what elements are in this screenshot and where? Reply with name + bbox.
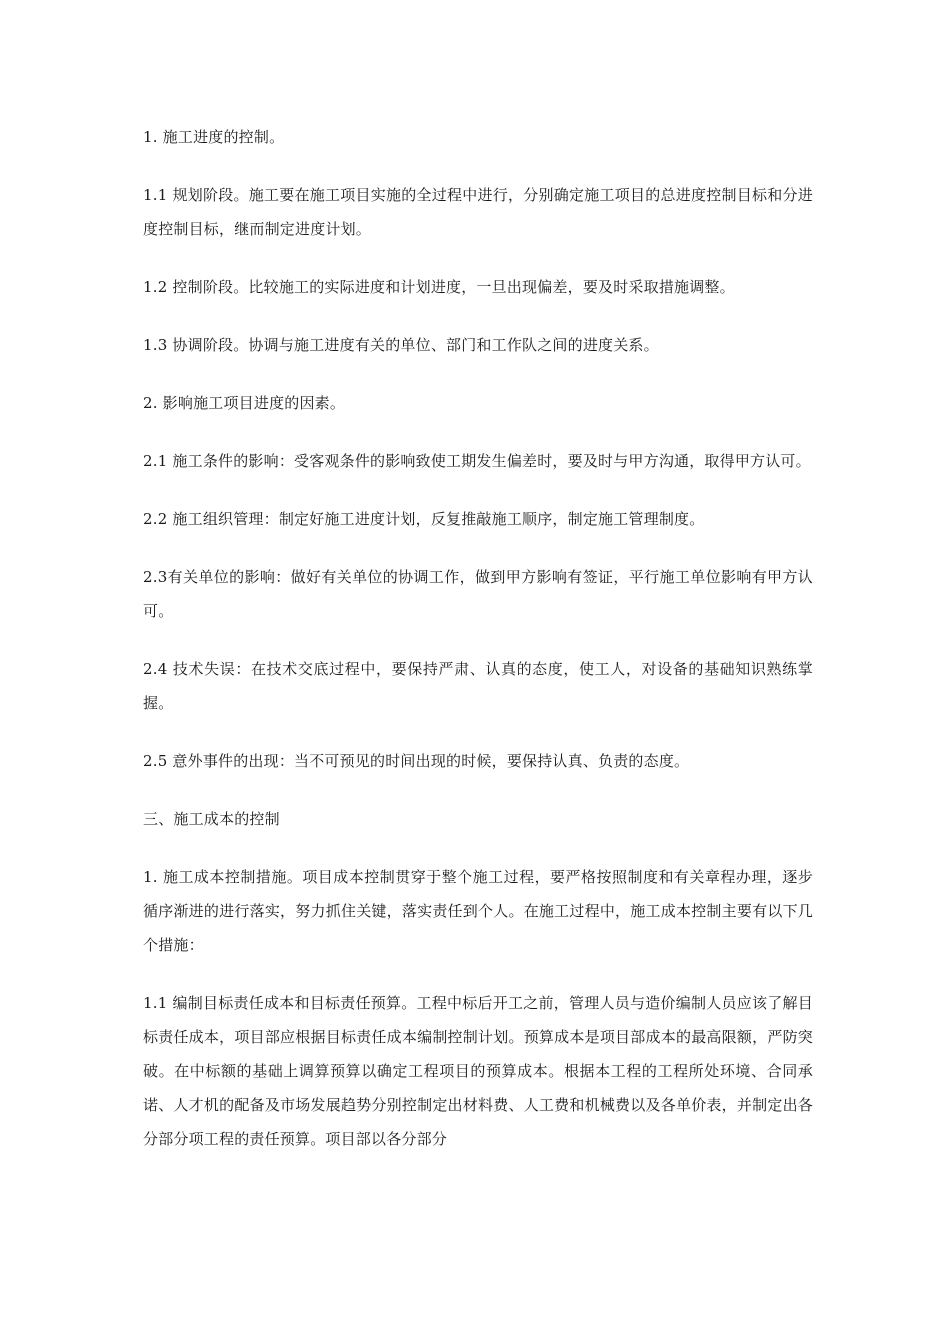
paragraph-construction-conditions: 2.1 施工条件的影响：受客观条件的影响致使工期发生偏差时，要及时与甲方沟通，取得甲方认可。 bbox=[143, 452, 811, 470]
paragraph-related-units: 2.3有关单位的影响：做好有关单位的协调工作，做到甲方影响有签证，平行施工单位影响有甲方认可。 bbox=[143, 568, 813, 620]
heading-cost-control: 三、施工成本的控制 bbox=[143, 810, 280, 828]
paragraph-organization-management: 2.2 施工组织管理：制定好施工进度计划，反复推敲施工顺序，制定施工管理制度。 bbox=[143, 510, 705, 528]
heading-schedule-factors: 2. 影响施工项目进度的因素。 bbox=[143, 394, 346, 412]
heading-schedule-control: 1. 施工进度的控制。 bbox=[143, 128, 285, 146]
paragraph-technical-errors: 2.4 技术失误：在技术交底过程中，要保持严肃、认真的态度，使工人，对设备的基础知识熟练掌握。 bbox=[143, 660, 813, 712]
paragraph-cost-control-measures: 1. 施工成本控制措施。项目成本控制贯穿于整个施工过程，要严格按照制度和有关章程办理，逐步循序渐进的进行落实，努力抓住关键，落实责任到个人。在施工过程中，施工成本控制主要有以下几个措施： bbox=[143, 868, 813, 954]
paragraph-control-stage: 1.2 控制阶段。比较施工的实际进度和计划进度，一旦出现偏差，要及时采取措施调整。 bbox=[143, 278, 735, 296]
paragraph-coordination-stage: 1.3 协调阶段。协调与施工进度有关的单位、部门和工作队之间的进度关系。 bbox=[143, 336, 659, 354]
document-body bbox=[143, 120, 813, 1180]
paragraph-planning-stage: 1.1 规划阶段。施工要在施工项目实施的全过程中进行，分别确定施工项目的总进度控制目标和分进度控制目标，继而制定进度计划。 bbox=[143, 186, 813, 238]
paragraph-target-cost-budget: 1.1 编制目标责任成本和目标责任预算。工程中标后开工之前，管理人员与造价编制人员应该了解目标责任成本，项目部应根据目标责任成本编制控制计划。预算成本是项目部成本的最高限额，严防突破。在中标额的基础上调算预算以确定工程项目的预算成本。根据本工程的工程所处环境、合同承诺、人才机的配备及市场发展趋势分别控制定出材料费、人工费和机械费以及各单价表，并制定出各分部分项工程的责任预算。项目部以各分部分 bbox=[143, 994, 813, 1148]
paragraph-unexpected-events: 2.5 意外事件的出现：当不可预见的时间出现的时候，要保持认真、负责的态度。 bbox=[143, 752, 690, 770]
